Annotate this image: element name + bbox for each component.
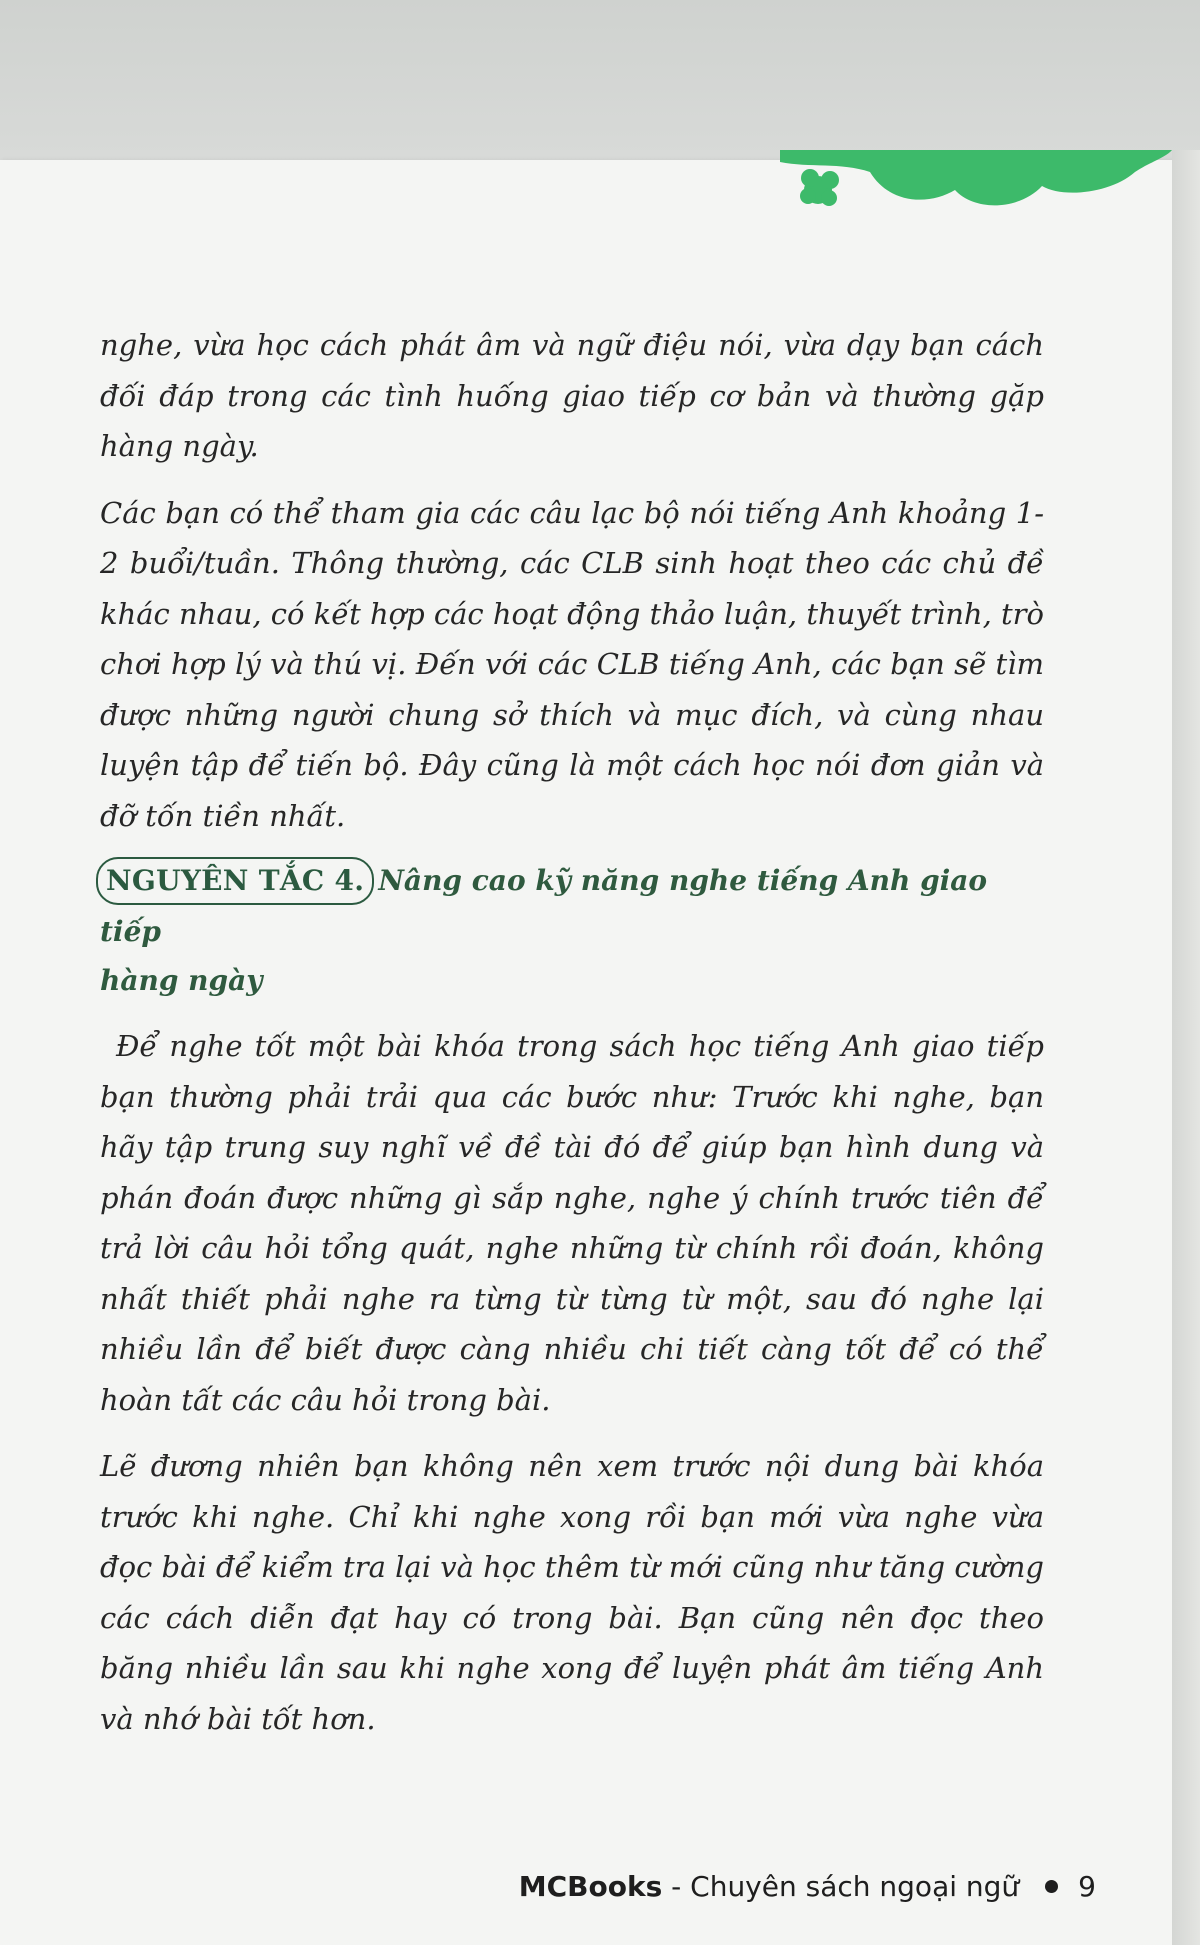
paragraph-continuation: nghe, vừa học cách phát âm và ngữ điệu nói, vừa dạy bạn cách đối đáp trong các tình huống giao tiếp cơ bản và thường gặp hàng ngày. [100,328,1044,463]
footer-separator: - [662,1870,691,1903]
paragraph-listening-steps: Để nghe tốt một bài khóa trong sách học tiếng Anh giao tiếp bạn thường phải trải qua các bước như: Trước khi nghe, bạn hãy tập trung suy nghĩ về đề tài đó để giúp bạn hình dung và phán đoán được những gì sắp nghe, nghe ý chính trước tiên để trả lời câu hỏi tổng quát, nghe những từ chính rồi đoán, không nhất thiết phải nghe ra từng từ từng từ một, sau đó nghe lại nhiều lần để biết được càng nhiều chi tiết càng tốt để có thể hoàn tất các câu hỏi trong bài. [100,1029,1044,1417]
principle-label-badge: NGUYÊN TẮC 4. [96,857,374,905]
page-footer [519,1870,1096,1903]
section-heading [100,855,1044,1005]
section-heading-title-continued: hàng ngày [100,964,263,997]
section-heading-title: Nâng cao kỹ năng nghe tiếng Anh giao tiếp [100,864,988,948]
page-content [100,320,1044,1744]
paragraph-listening-advice: Lẽ đương nhiên bạn không nên xem trước nội dung bài khóa trước khi nghe. Chỉ khi nghe xong rồi bạn mới vừa nghe vừa đọc bài để kiểm tra lại và học thêm từ mới cũng như tăng cường các cách diễn đạt hay có trong bài. Bạn cũng nên đọc theo băng nhiều lần sau khi nghe xong để luyện phát âm tiếng Anh và nhớ bài tốt hơn. [100,1449,1044,1736]
publisher-brand: MCBooks [518,1870,663,1903]
page-edge-shadow [1172,150,1200,1945]
green-cloud-ornament-icon [780,150,1172,240]
page-top-background [0,0,1200,160]
publisher-tagline: Chuyên sách ngoại ngữ [690,1870,1020,1903]
paragraph-speaking-clubs: Các bạn có thể tham gia các câu lạc bộ nói tiếng Anh khoảng 1-2 buổi/tuần. Thông thường, các CLB sinh hoạt theo các chủ đề khác nhau, có kết hợp các hoạt động thảo luận, thuyết trình, trò chơi hợp lý và thú vị. Đến với các CLB tiếng Anh, các bạn sẽ tìm được những người chung sở thích và mục đích, và cùng nhau luyện tập để tiến bộ. Đây cũng là một cách học nói đơn giản và đỡ tốn tiền nhất. [100,495,1044,833]
bullet-dot-icon [1045,1880,1058,1893]
page-number: 9 [1078,1870,1096,1903]
